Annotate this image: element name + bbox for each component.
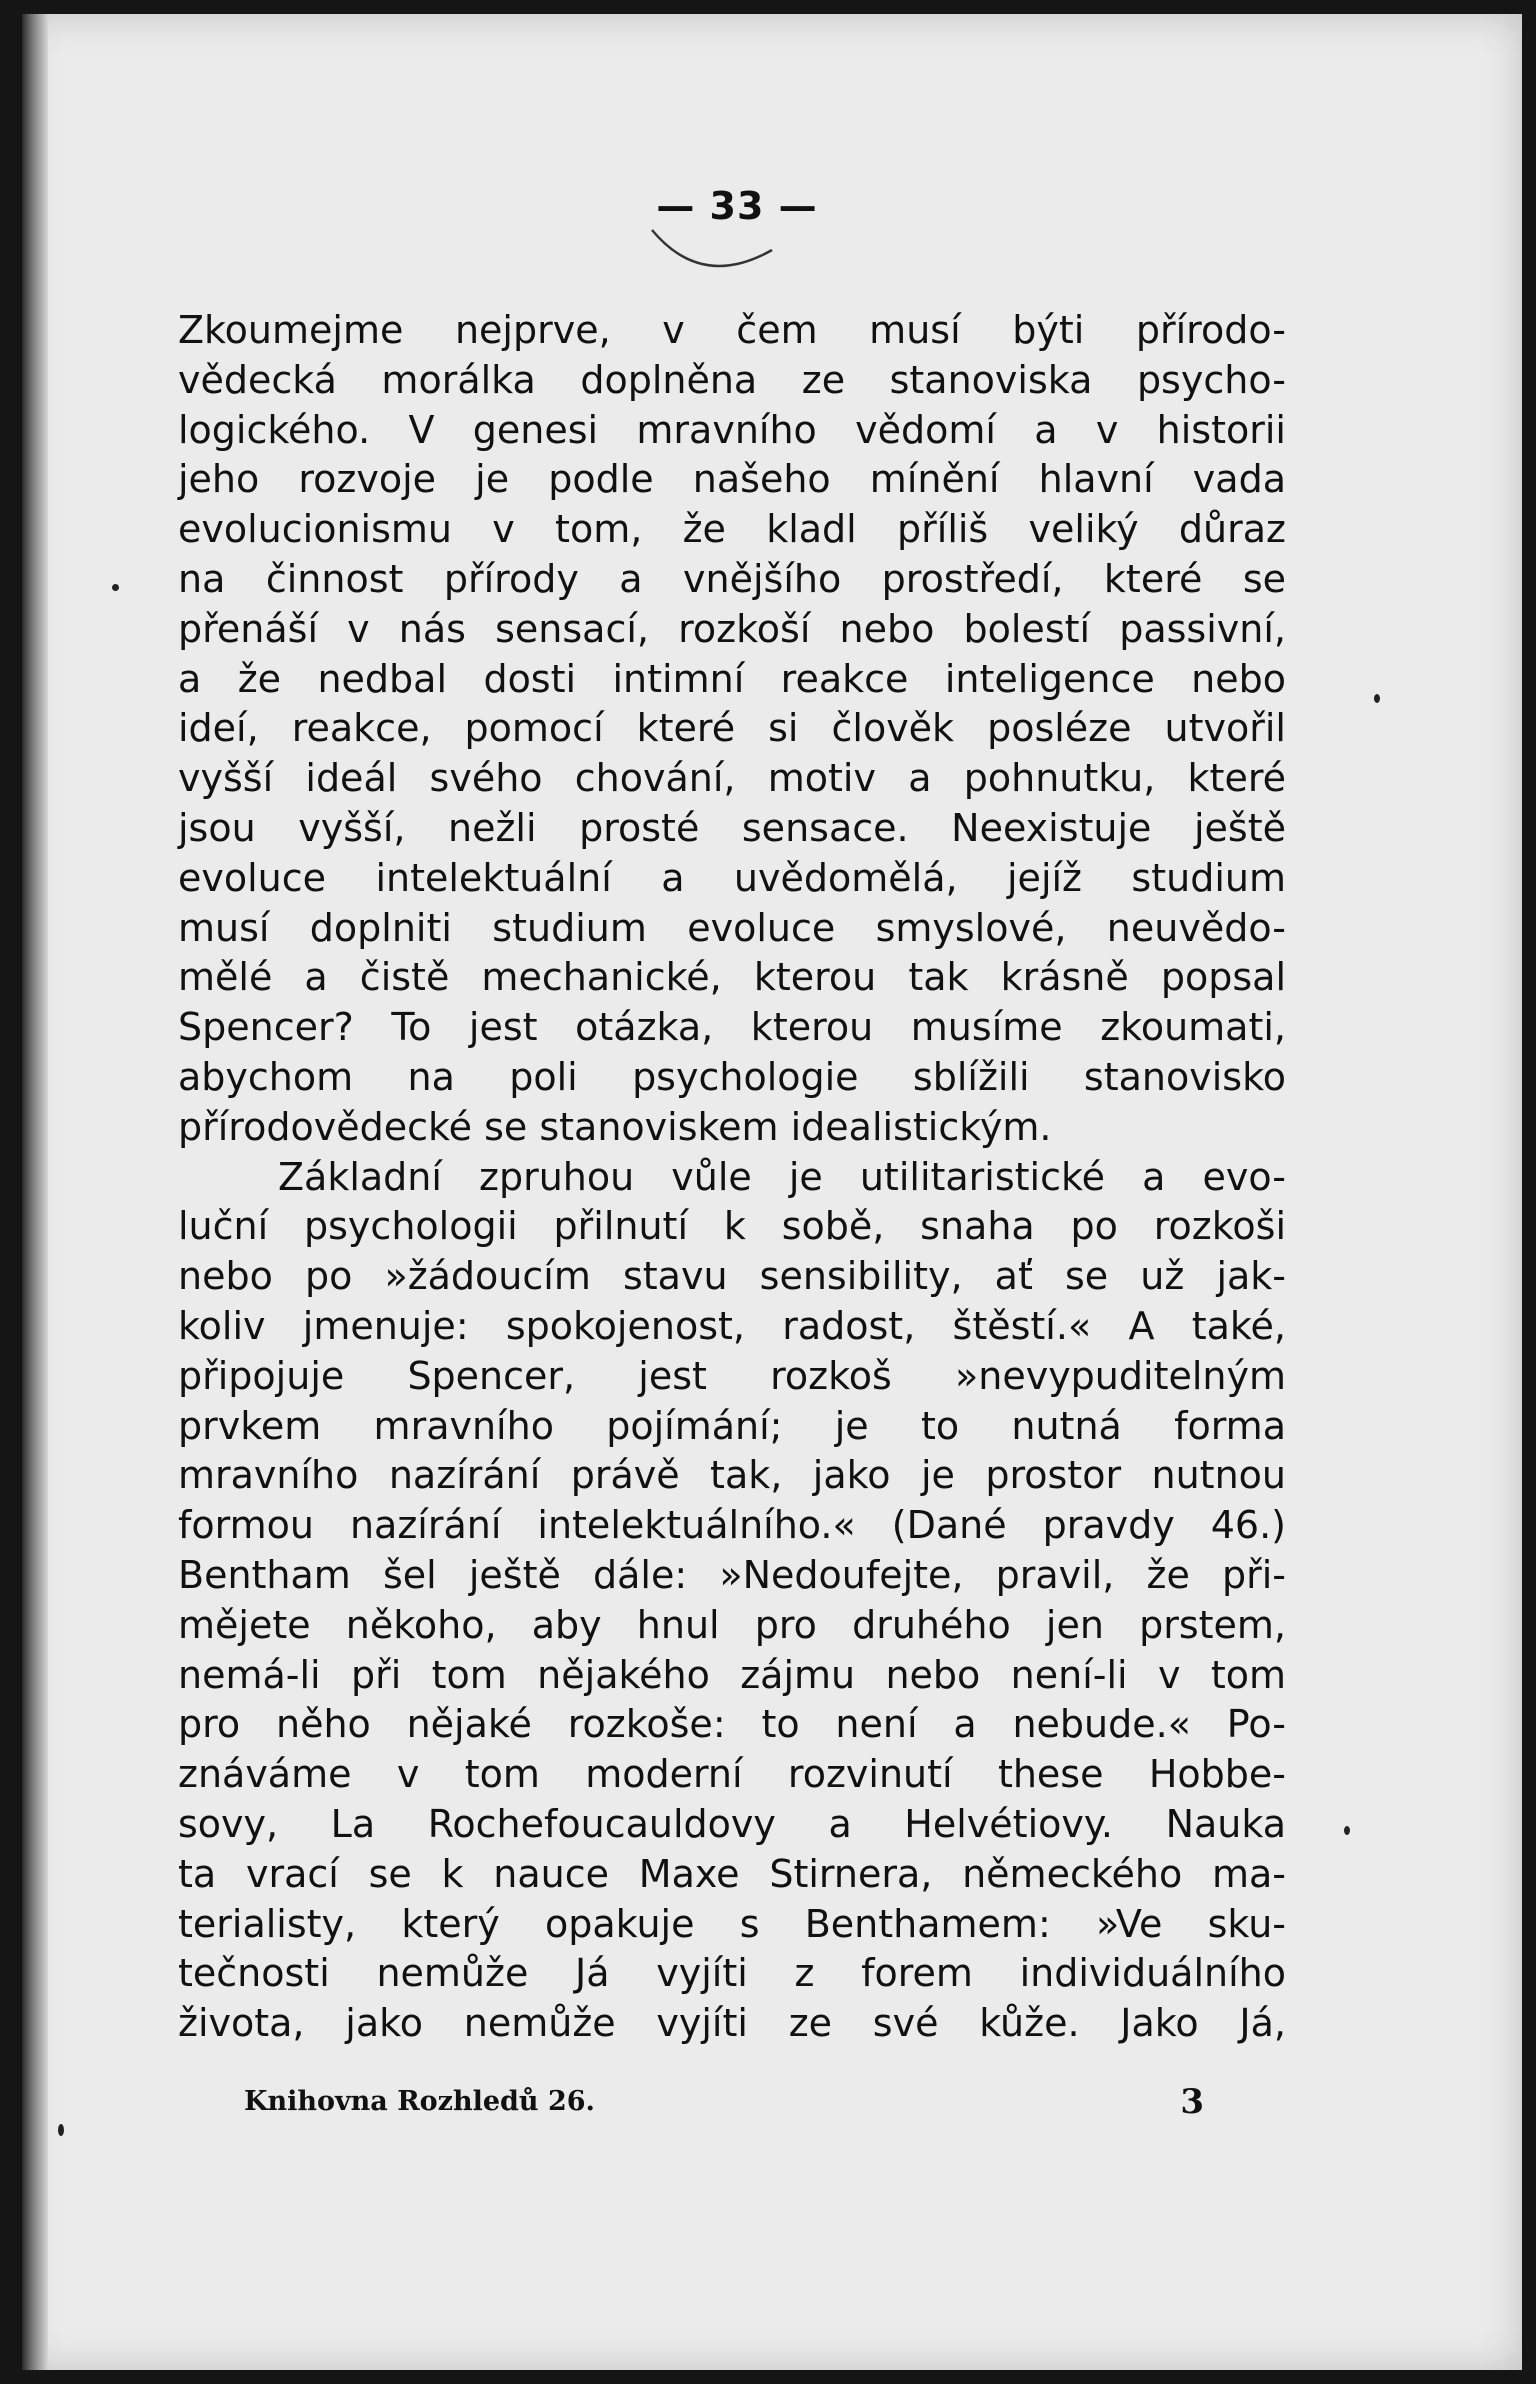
text-line: jsou vyšší, nežli prosté sensace. Neexistuje ještě [178,805,1286,850]
page-number-ornament [642,220,792,290]
body-text [178,306,1286,2049]
text-line: evolucionismu v tom, že kladl příliš veliký důraz [178,507,1286,552]
text-line: evoluce intelektuální a uvědomělá, jejíž studium [178,855,1286,900]
text-line: musí doplniti studium evoluce smyslové, neuvědo- [178,905,1286,950]
text-line: na činnost přírody a vnějšího prostředí, které se [178,556,1286,601]
footer-series-title: Knihovna Rozhledů 26. [244,2086,595,2117]
text-line: pro něho nějaké rozkoše: to není a nebude.« Po- [178,1702,1286,1747]
text-line: tečnosti nemůže Já vyjíti z forem individuálního [178,1951,1286,1996]
text-line: Bentham šel ještě dále: »Nedoufejte, pravil, že při- [178,1552,1286,1597]
text-line: vědecká morálka doplněna ze stanoviska psycho- [178,357,1286,402]
text-line: luční psychologii přilnutí k sobě, snaha po rozkoši [178,1204,1286,1249]
footer-signature-number: 3 [1180,2082,1204,2122]
text-line: mělé a čistě mechanické, kterou tak krásně popsal [178,955,1286,1000]
print-speck [1374,694,1380,703]
text-line: nebo po »žádoucím stavu sensibility, ať se už jak- [178,1254,1286,1299]
text-line: prvkem mravního pojímání; je to nutná forma [178,1403,1286,1448]
page-number: — 33 — [656,184,818,228]
text-line: abychom na poli psychologie sblížili stanovisko [178,1054,1286,1099]
text-line: formou nazírání intelektuálního.« (Dané pravdy 46.) [178,1503,1286,1548]
text-line: ta vrací se k nauce Maxe Stirnera, německého ma- [178,1851,1286,1896]
text-line: a že nedbal dosti intimní reakce inteligence nebo [178,656,1286,701]
print-speck [58,2124,64,2136]
text-line: připojuje Spencer, jest rozkoš »nevypuditelným [178,1353,1286,1398]
text-line: logického. V genesi mravního vědomí a v historii [178,407,1286,452]
text-line: Zkoumejme nejprve, v čem musí býti přírodo- [178,308,1286,352]
page-spine-shadow [22,14,48,2370]
text-line: mějete někoho, aby hnul pro druhého jen prstem, [178,1602,1286,1647]
text-line: ideí, reakce, pomocí které si člověk posléze utvořil [178,706,1286,751]
paragraph-end-line: přírodovědecké se stanoviskem idealistickým. [178,1104,1052,1149]
paragraph-start-line: Základní zpruhou vůle je utilitaristické a evo- [278,1154,1286,1199]
text-line: sovy, La Rochefoucauldovy a Helvétiovy. Nauka [178,1801,1286,1846]
text-line: vyšší ideál svého chování, motiv a pohnutku, které [178,756,1286,801]
text-line: života, jako nemůže vyjíti ze své kůže. Jako Já, [178,2001,1286,2046]
text-line: znáváme v tom moderní rozvinutí these Hobbe- [178,1752,1286,1797]
text-line: přenáší v nás sensací, rozkoší nebo bolestí passivní, [178,606,1286,651]
print-speck [112,584,119,591]
text-line: jeho rozvoje je podle našeho mínění hlavní vada [178,457,1286,502]
print-speck [1344,1826,1350,1835]
text-line: Spencer? To jest otázka, kterou musíme zkoumati, [178,1005,1286,1050]
text-line: mravního nazírání právě tak, jako je prostor nutnou [178,1453,1286,1498]
text-line: nemá-li při tom nějakého zájmu nebo není-li v tom [178,1652,1286,1697]
text-line: koliv jmenuje: spokojenost, radost, štěstí.« A také, [178,1303,1286,1348]
page-footer [244,2082,1204,2126]
book-page [22,14,1522,2370]
text-line: terialisty, který opakuje s Benthamem: »Ve sku- [178,1901,1286,1946]
